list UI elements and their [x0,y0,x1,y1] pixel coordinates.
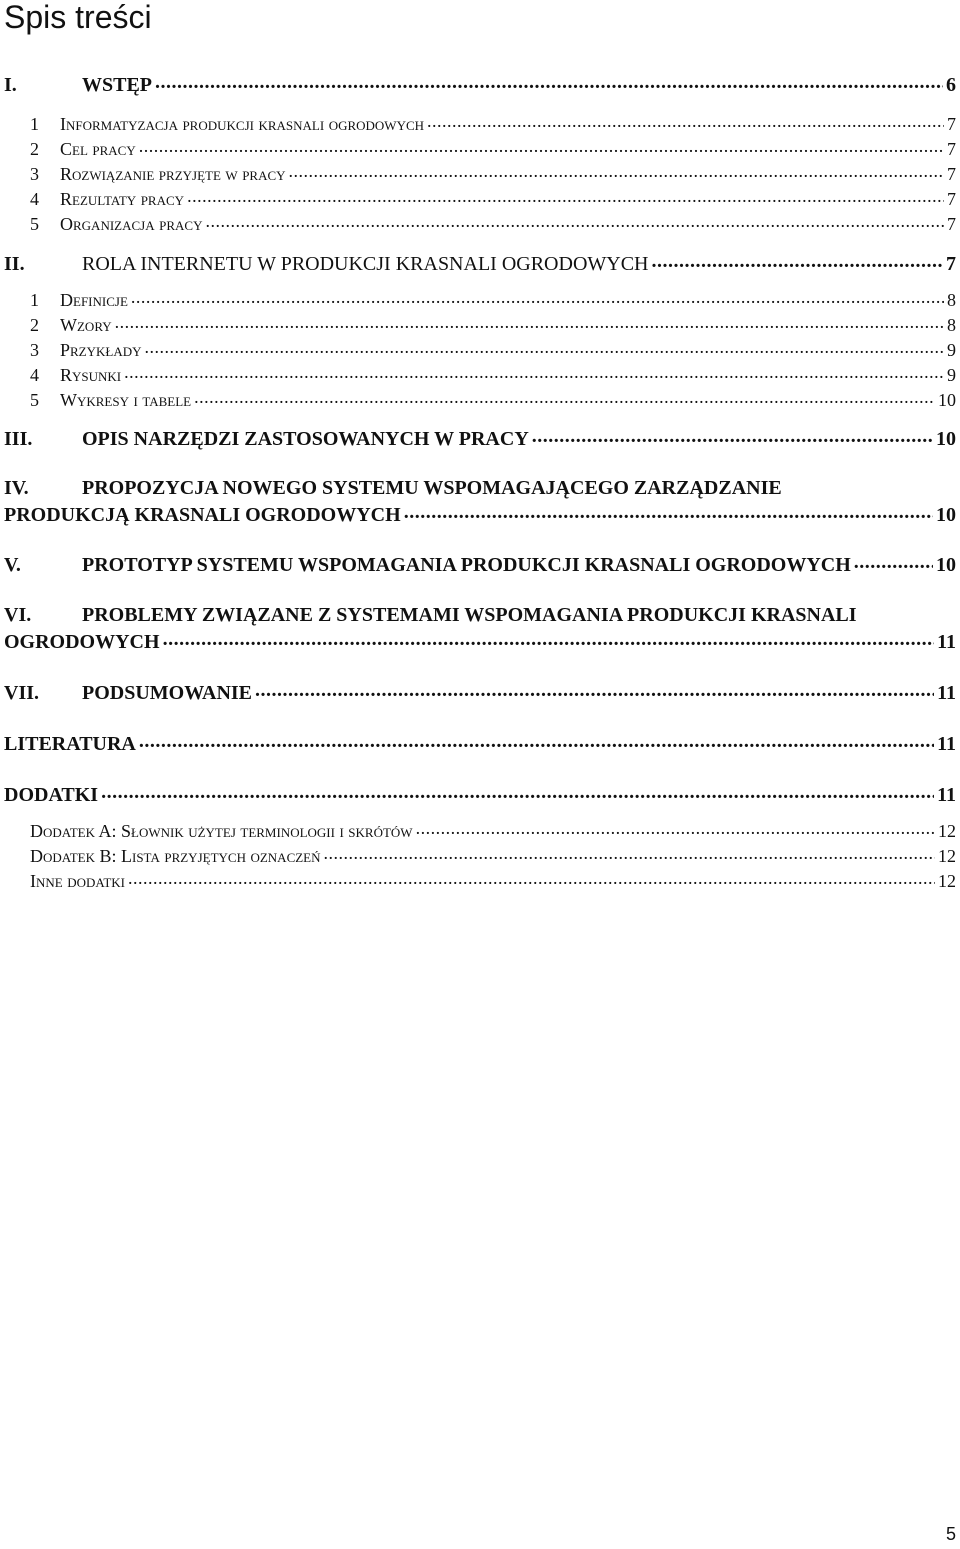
page-number: 6 [946,74,956,96]
toc-entry-chapter-5[interactable] [4,551,956,578]
page-number: 8 [947,315,956,335]
dot-leader [324,844,935,862]
dot-leader [205,212,944,230]
page-number: 7 [947,214,956,234]
page-number: 12 [938,871,956,891]
toc-entry-section-2-3[interactable] [4,338,956,362]
toc-entry-chapter-2[interactable] [4,250,956,277]
section-number: 4 [30,189,39,209]
page-number: 12 [938,846,956,866]
page-number: 11 [937,784,956,806]
section-number: 4 [30,365,39,385]
toc-entry-literatura[interactable] [4,730,956,757]
toc-entry-chapter-7[interactable] [4,679,956,706]
page-number: 7 [947,114,956,134]
page-number: 9 [947,340,956,360]
page-number: 11 [937,631,956,653]
dot-leader [145,338,944,356]
toc-entry-section-1-1[interactable] [4,112,956,136]
toc-entry-appendix-a[interactable] [30,819,956,843]
page-number: 10 [936,504,956,526]
dot-leader [416,819,935,837]
dot-leader [139,730,934,750]
dot-leader [255,679,934,699]
entry-label: Organizacja pracy [60,214,203,234]
toc-entry-dodatki[interactable] [4,781,956,808]
page-number: 7 [947,139,956,159]
section-number: 1 [30,114,39,134]
dot-leader [124,363,944,381]
page-number: 9 [947,365,956,385]
dot-leader [128,869,935,887]
toc-entry-chapter-6[interactable] [4,628,956,655]
page-number: 11 [937,682,956,704]
dot-leader [155,71,943,91]
entry-label: Rysunki [60,365,122,385]
entry-label: DODATKI [4,784,99,806]
section-number: 2 [30,139,39,159]
toc-entry-section-2-5[interactable] [4,388,956,412]
toc-entry-section-1-2[interactable] [4,137,956,161]
entry-label: Rozwiązanie przyjęte w pracy [60,164,286,184]
entry-label-line-1: PROPOZYCJA NOWEGO SYSTEMU WSPOMAGAJĄCEGO ZARZĄDZANIE [82,477,782,499]
section-number: 1 [30,290,39,310]
page-title: Spis treści [4,0,152,35]
dot-leader [131,288,944,306]
toc-entry-chapter-4-line-1[interactable] [4,475,956,501]
entry-label: OGRODOWYCH [4,631,160,653]
entry-label: ROLA INTERNETU W PRODUKCJI KRASNALI OGRODOWYCH [82,253,649,275]
entry-label: Wykresy i tabele [60,390,192,410]
chapter-number: VI. [4,604,32,626]
toc-entry-section-2-1[interactable] [4,288,956,312]
entry-label: PODSUMOWANIE [82,682,253,704]
dot-leader [651,250,943,270]
toc-entry-section-1-5[interactable] [4,212,956,236]
toc-entry-chapter-4[interactable] [4,501,956,528]
dot-leader [404,501,933,521]
entry-label: Przykłady [60,340,142,360]
dot-leader [115,313,944,331]
entry-label: Dodatek A: Słownik użytej terminologii i skrótów [30,821,413,841]
page-number: 8 [947,290,956,310]
dot-leader [194,388,935,406]
dot-leader [163,628,935,648]
dot-leader [854,551,933,571]
page-number: 7 [947,164,956,184]
page-number: 11 [937,733,956,755]
chapter-number: IV. [4,477,29,499]
chapter-number: I. [4,74,17,96]
page-number: 10 [938,390,956,410]
entry-label-line-1: PROBLEMY ZWIĄZANE Z SYSTEMAMI WSPOMAGANIA PRODUKCJI KRASNALI [82,604,857,626]
entry-label: Dodatek B: Lista przyjętych oznaczeń [30,846,321,866]
section-number: 3 [30,164,39,184]
toc-entry-section-2-2[interactable] [4,313,956,337]
entry-label: Cel pracy [60,139,136,159]
toc-entry-chapter-3[interactable] [4,425,956,452]
page-number: 10 [936,428,956,450]
entry-label: Informatyzacja produkcji krasnali ogrodowych [60,114,425,134]
toc-entry-chapter-6-line-1[interactable] [4,602,956,628]
toc-entry-section-1-4[interactable] [4,187,956,211]
page-number: 7 [947,189,956,209]
chapter-number: III. [4,428,33,450]
chapter-number: V. [4,554,21,576]
section-number: 3 [30,340,39,360]
footer-page-number: 5 [945,1524,956,1544]
entry-label: PRODUKCJĄ KRASNALI OGRODOWYCH [4,504,401,526]
toc-entry-chapter-1[interactable] [4,71,956,98]
section-number: 2 [30,315,39,335]
dot-leader [289,162,944,180]
dot-leader [532,425,933,445]
toc-entry-section-2-4[interactable] [4,363,956,387]
page-number: 7 [946,253,956,275]
chapter-number: II. [4,253,25,275]
chapter-number: VII. [4,682,40,704]
dot-leader [187,187,944,205]
toc-entry-appendix-b[interactable] [30,844,956,868]
entry-label: OPIS NARZĘDZI ZASTOSOWANYCH W PRACY [82,428,529,450]
entry-label: Wzory [60,315,112,335]
entry-label: Inne dodatki [30,871,125,891]
section-number: 5 [30,214,39,234]
entry-label: Definicje [60,290,128,310]
dot-leader [101,781,934,801]
section-number: 5 [30,390,39,410]
entry-label: PROTOTYP SYSTEMU WSPOMAGANIA PRODUKCJI KRASNALI OGRODOWYCH [82,554,851,576]
dot-leader [139,137,944,155]
entry-label: WSTĘP [82,74,153,96]
entry-label: Rezultaty pracy [60,189,185,209]
toc-entry-section-1-3[interactable] [4,162,956,186]
entry-label: LITERATURA [4,733,136,755]
dot-leader [427,112,944,130]
page-number: 10 [936,554,956,576]
page-number: 12 [938,821,956,841]
toc-entry-other-appendices[interactable] [30,869,956,893]
